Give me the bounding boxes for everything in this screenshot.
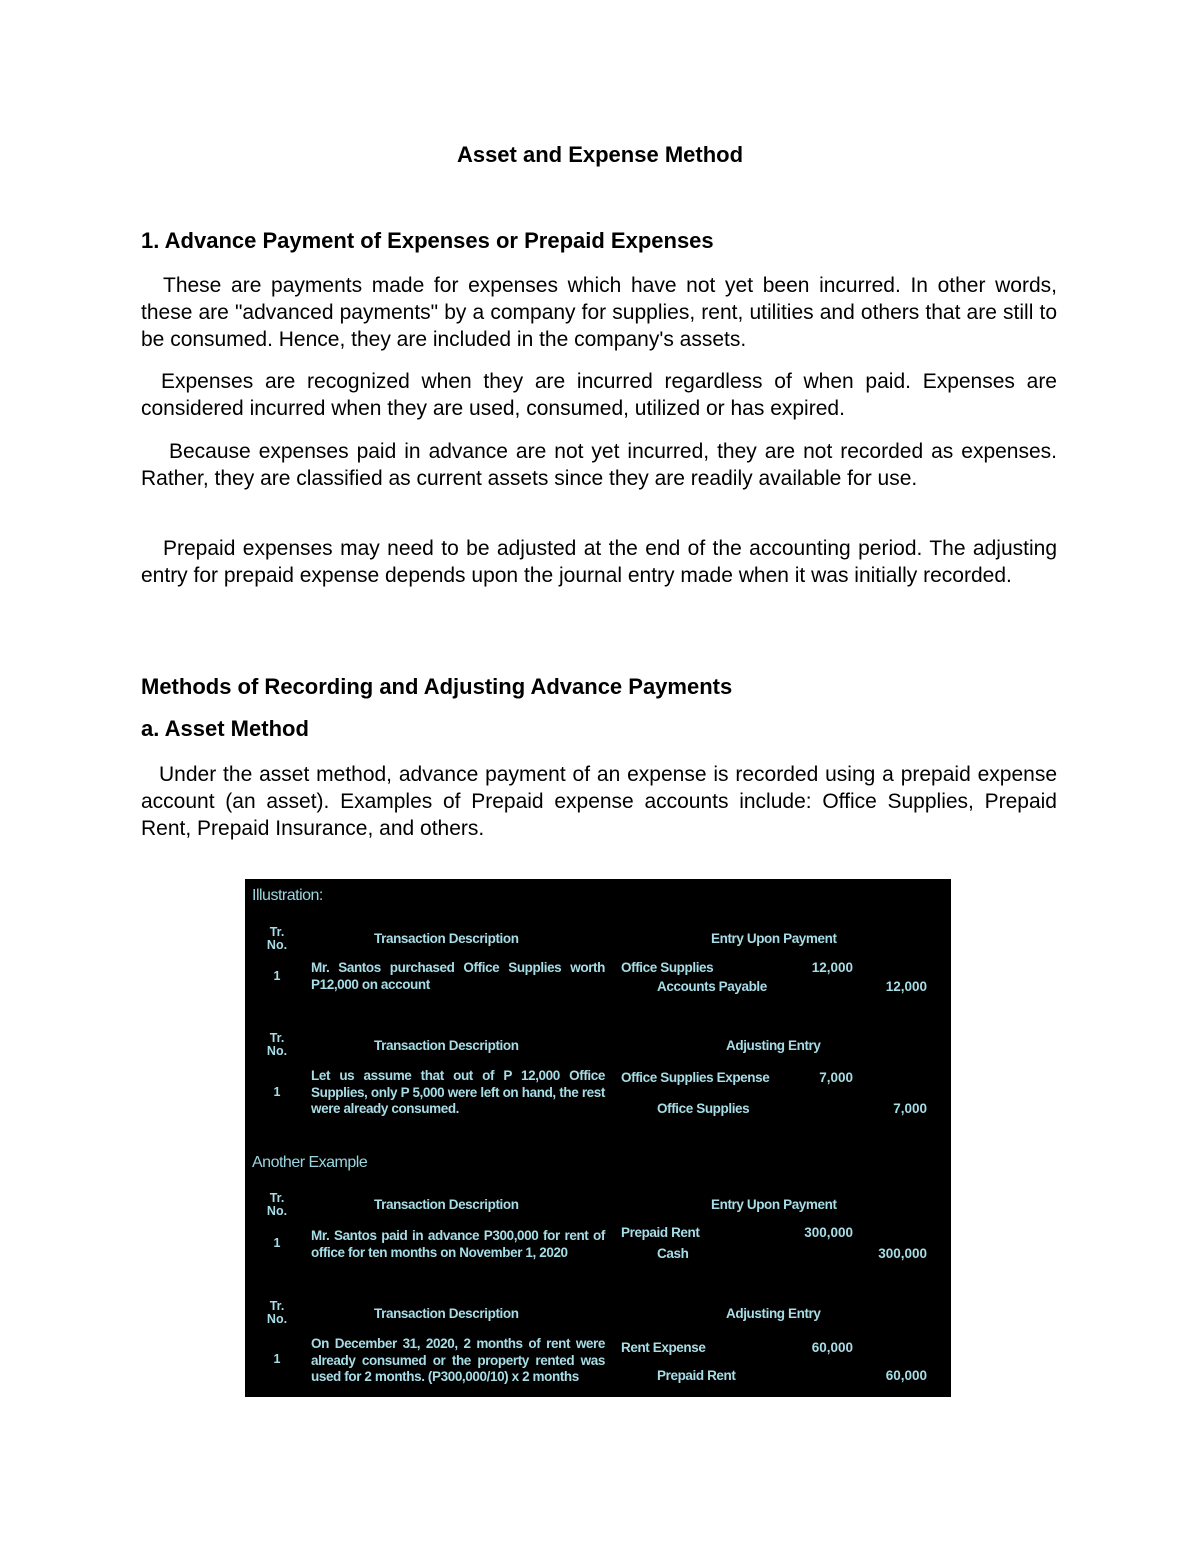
credit-account: Accounts Payable bbox=[657, 979, 767, 994]
credit-amount: 12,000 bbox=[885, 979, 927, 994]
entry-header: Entry Upon Payment bbox=[711, 931, 837, 946]
debit-account: Office Supplies bbox=[621, 960, 714, 975]
credit-account: Prepaid Rent bbox=[657, 1368, 736, 1383]
page-title: Asset and Expense Method bbox=[456, 142, 744, 167]
description-header: Transaction Description bbox=[374, 1306, 519, 1321]
paragraph-1 bbox=[141, 272, 1057, 353]
section-heading-prepaid: 1. Advance Payment of Expenses or Prepaid Expenses bbox=[141, 228, 714, 253]
debit-account: Office Supplies Expense bbox=[621, 1070, 770, 1085]
trno-value: 1 bbox=[273, 1236, 281, 1250]
another-example-label: Another Example bbox=[252, 1154, 368, 1171]
subheading-asset-method: a. Asset Method bbox=[141, 716, 309, 741]
credit-amount: 7,000 bbox=[893, 1101, 927, 1116]
transaction-description: Let us assume that out of P 12,000 Office Supplies, only P 5,000 were left on hand, the rest were already consumed. bbox=[311, 1068, 605, 1116]
trno-header: Tr. No. bbox=[266, 1299, 288, 1326]
paragraph-asset-method bbox=[141, 761, 1057, 842]
credit-account: Cash bbox=[657, 1246, 689, 1261]
transaction-description: Mr. Santos purchased Office Supplies worth P12,000 on account bbox=[311, 960, 605, 992]
entry-header: Entry Upon Payment bbox=[711, 1197, 837, 1212]
trno-header: Tr. No. bbox=[266, 1031, 288, 1058]
description-header: Transaction Description bbox=[374, 1197, 519, 1212]
trno-value: 1 bbox=[273, 1352, 281, 1366]
entry-header: Adjusting Entry bbox=[726, 1306, 821, 1321]
debit-account: Prepaid Rent bbox=[621, 1225, 700, 1240]
section-heading-methods: Methods of Recording and Adjusting Advance Payments bbox=[141, 674, 733, 699]
debit-amount: 300,000 bbox=[804, 1225, 853, 1240]
credit-amount: 60,000 bbox=[885, 1368, 927, 1383]
trno-header: Tr. No. bbox=[266, 925, 288, 952]
trno-value: 1 bbox=[273, 969, 281, 983]
paragraph-3-text: Because expenses paid in advance are not yet incurred, they are not recorded as expenses. Rather, they are classified as current assets since they are readily available for use. bbox=[141, 440, 1057, 490]
paragraph-4-text: Prepaid expenses may need to be adjusted at the end of the accounting period. The adjusting entry for prepaid expense depends upon the journal entry made when it was initially recorded. bbox=[141, 537, 1057, 587]
transaction-description: Mr. Santos paid in advance P300,000 for rent of office for ten months on November 1, 2020 bbox=[311, 1228, 605, 1260]
credit-amount: 300,000 bbox=[878, 1246, 927, 1261]
paragraph-2-text: Expenses are recognized when they are incurred regardless of when paid. Expenses are considered incurred when they are used, consumed, utilized or has expired. bbox=[141, 370, 1057, 420]
transaction-description: On December 31, 2020, 2 months of rent were already consumed or the property rented was used for 2 months. (P300,000/10) x 2 months bbox=[311, 1336, 605, 1384]
illustration-label: Illustration: bbox=[252, 887, 323, 904]
entry-header: Adjusting Entry bbox=[726, 1038, 821, 1053]
debit-amount: 12,000 bbox=[811, 960, 853, 975]
paragraph-3 bbox=[141, 438, 1057, 492]
trno-header: Tr. No. bbox=[266, 1191, 288, 1218]
description-header: Transaction Description bbox=[374, 1038, 519, 1053]
paragraph-asset-method-text: Under the asset method, advance payment of an expense is recorded using a prepaid expense account (an asset). Examples of Prepaid expense accounts include: Office Supplies, Prepaid Rent, Prepaid Insurance, and others. bbox=[141, 763, 1057, 840]
credit-account: Office Supplies bbox=[657, 1101, 750, 1116]
debit-amount: 60,000 bbox=[811, 1340, 853, 1355]
debit-account: Rent Expense bbox=[621, 1340, 706, 1355]
paragraph-2 bbox=[141, 368, 1057, 422]
debit-amount: 7,000 bbox=[819, 1070, 853, 1085]
paragraph-1-text: These are payments made for expenses which have not yet been incurred. In other words, these are "advanced payments" by a company for supplies, rent, utilities and others that are still to be consumed. Hence, they are included in the company's assets. bbox=[141, 274, 1057, 351]
paragraph-4 bbox=[141, 535, 1057, 589]
description-header: Transaction Description bbox=[374, 931, 519, 946]
trno-value: 1 bbox=[273, 1085, 281, 1099]
illustration-panel bbox=[245, 879, 951, 1397]
